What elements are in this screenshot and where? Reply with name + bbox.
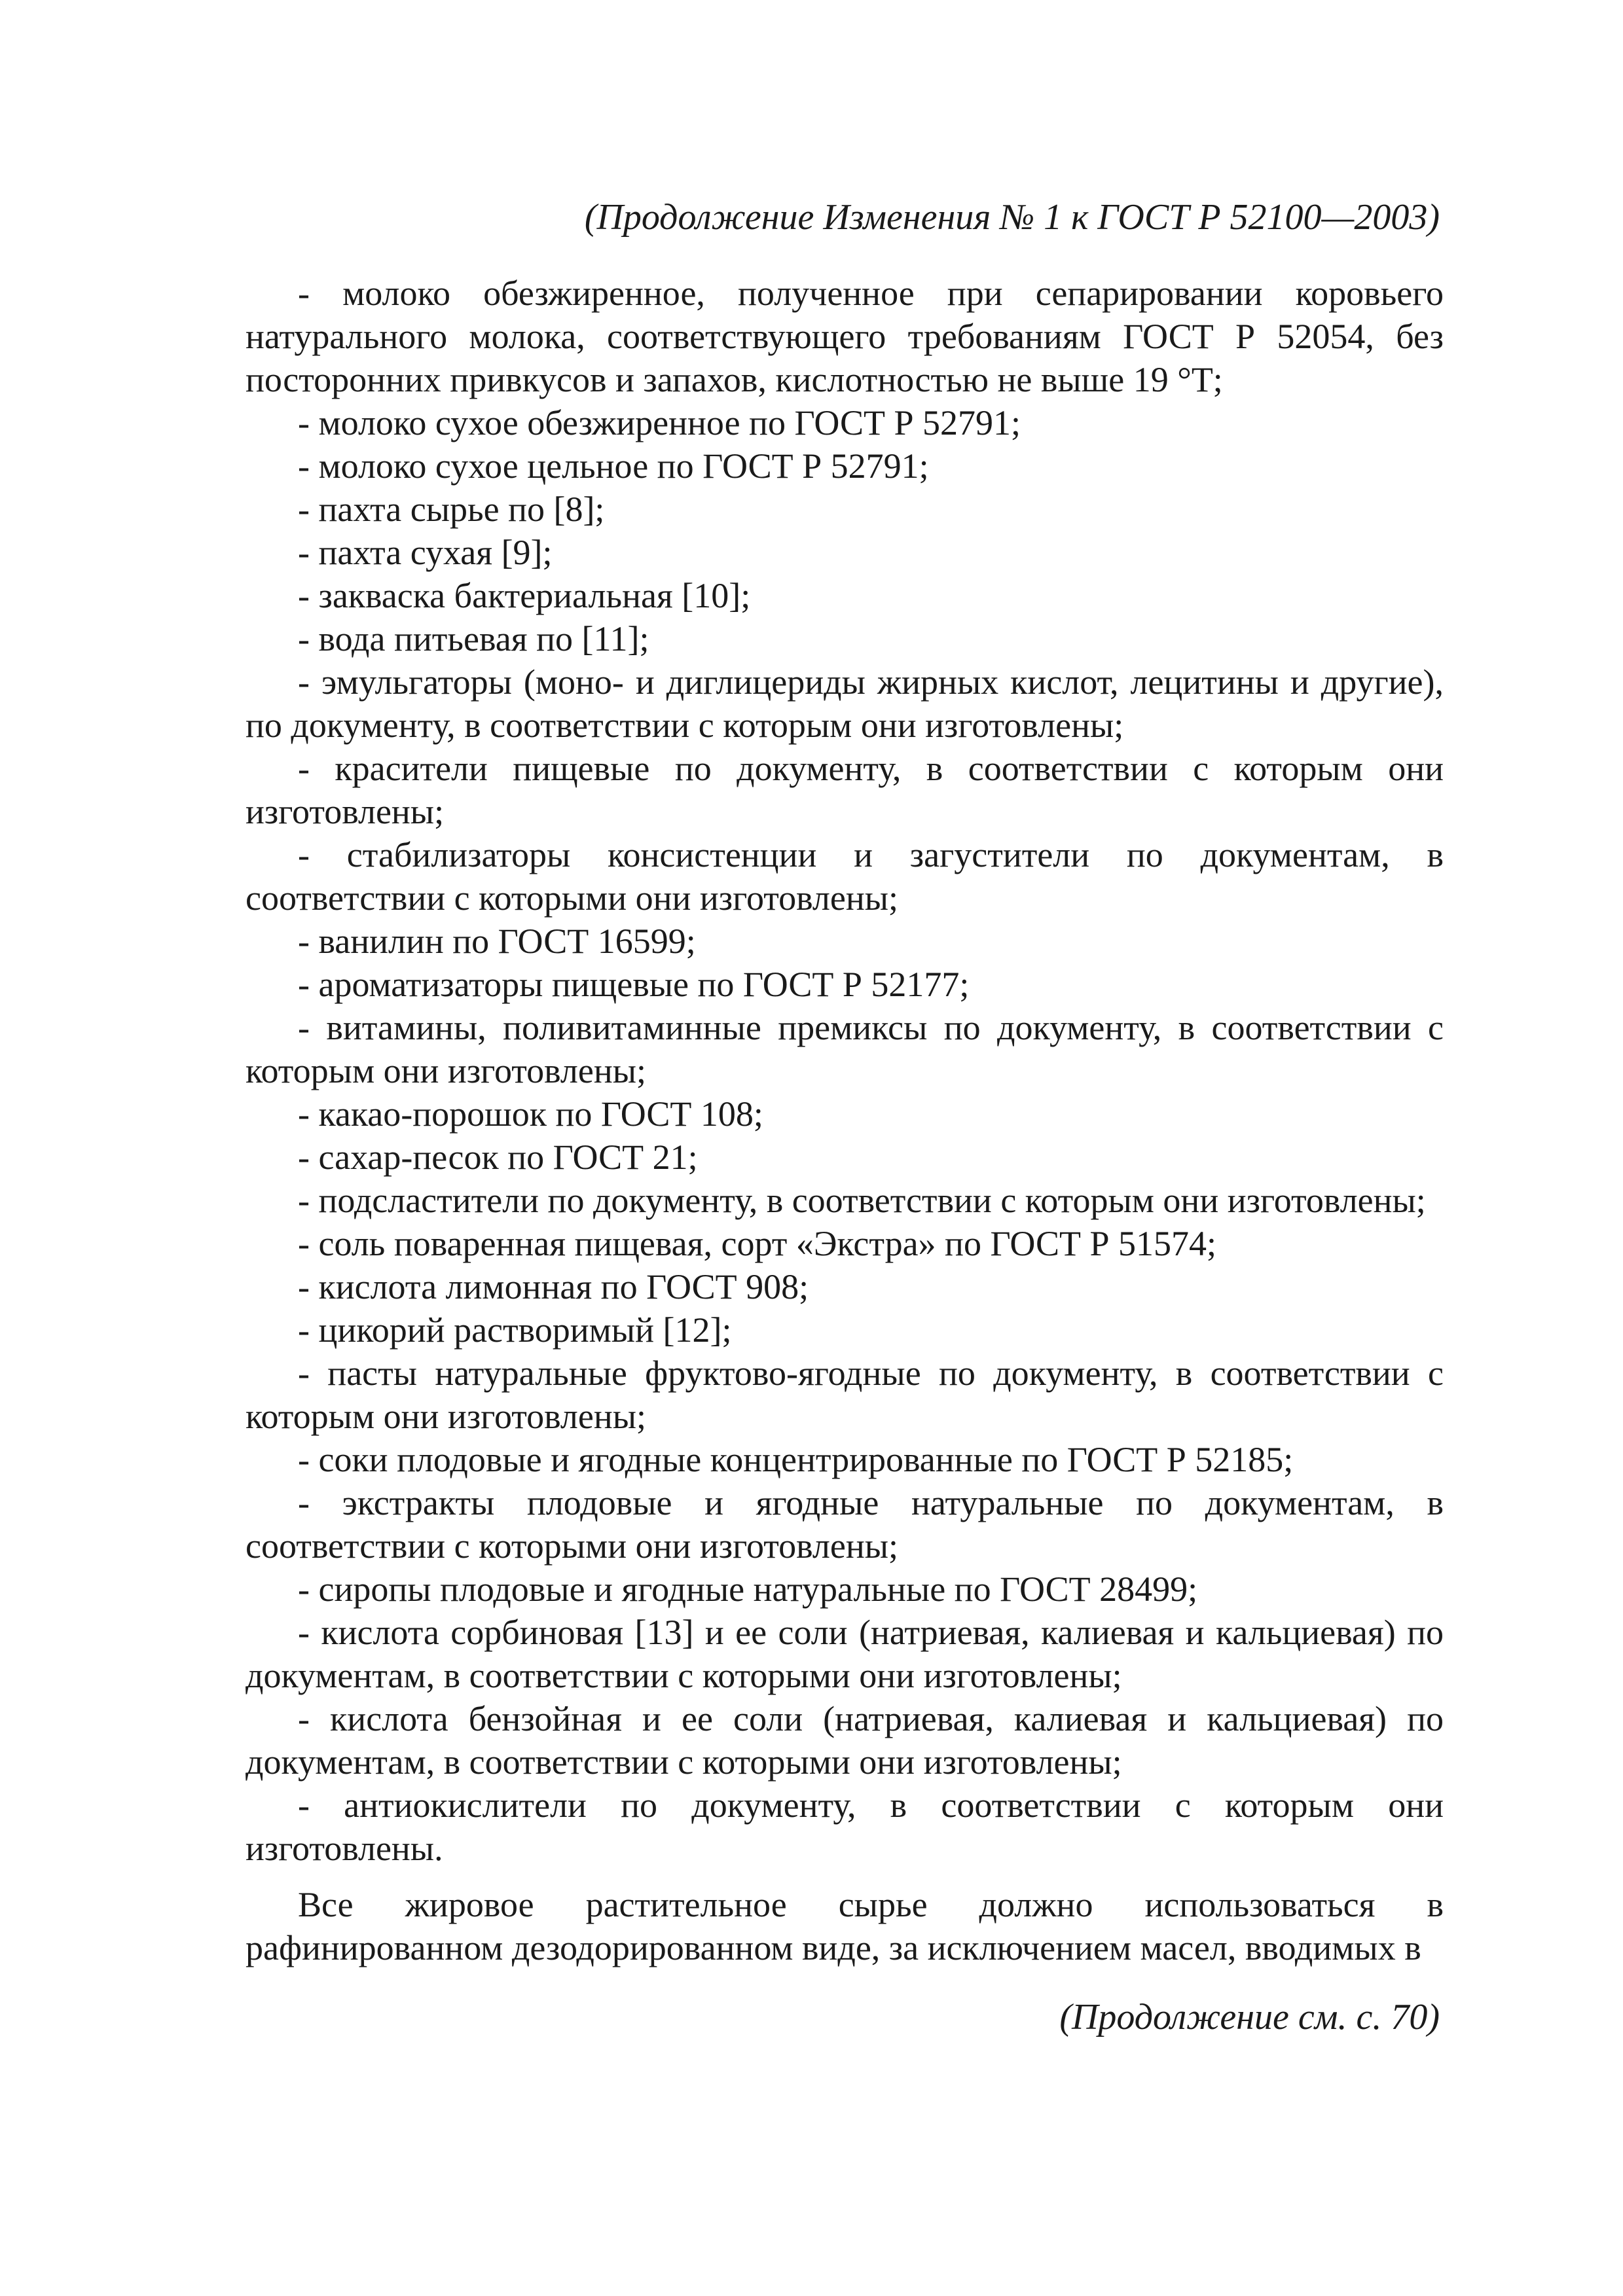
list-item: - кислота лимонная по ГОСТ 908;	[298, 1267, 809, 1306]
list-item: - вода питьевая по [11];	[298, 619, 649, 658]
page-header: (Продолжение Изменения № 1 к ГОСТ Р 52100—2003)	[584, 197, 1440, 238]
list-item: - кислота сорбиновая [13] и ее соли (натриевая, калиевая и кальциевая) по документам, в соответствии с которыми они изготовлены;	[246, 1613, 1444, 1695]
list-item: - подсластители по документу, в соответствии с которым они изготовлены;	[298, 1181, 1426, 1220]
list-item: - пасты натуральные фруктово-ягодные по документу, в соответствии с которым они изготовлены;	[246, 1354, 1444, 1436]
page-footer: (Продолжение см. с. 70)	[1059, 1997, 1440, 2037]
body-paragraph: Все жировое растительное сырье должно использоваться в рафинированном дезодорированном виде, за исключением масел, вводимых в	[246, 1885, 1444, 1967]
list-item: - антиокислители по документу, в соответствии с которым они изготовлены.	[246, 1785, 1444, 1868]
document-body	[246, 272, 1444, 1969]
list-item: - сиропы плодовые и ягодные натуральные по ГОСТ 28499;	[298, 1570, 1198, 1609]
list-item: - пахта сухая [9];	[298, 533, 553, 572]
list-item: - сахар-песок по ГОСТ 21;	[298, 1138, 698, 1177]
list-item: - цикорий растворимый [12];	[298, 1310, 732, 1350]
list-item: - эмульгаторы (моно- и диглицериды жирных кислот, лецитины и другие), по документу, в соответствии с которым они изготовлены;	[246, 662, 1444, 745]
list-item: - пахта сырье по [8];	[298, 490, 605, 529]
list-item: - витамины, поливитаминные премиксы по документу, в соответствии с которым они изготовлены;	[246, 1008, 1444, 1090]
list-item: - молоко сухое обезжиренное по ГОСТ Р 52791;	[298, 403, 1021, 442]
list-item: - молоко обезжиренное, полученное при сепарировании коровьего натурального молока, соответствующего требованиям ГОСТ Р 52054, без посторонних привкусов и запахов, кислотностью не выше 19 °Т;	[246, 274, 1444, 399]
list-item: - молоко сухое цельное по ГОСТ Р 52791;	[298, 446, 929, 486]
list-item: - экстракты плодовые и ягодные натуральные по документам, в соответствии с которыми они изготовлены;	[246, 1483, 1444, 1566]
list-item: - ванилин по ГОСТ 16599;	[298, 922, 696, 961]
list-item: - красители пищевые по документу, в соответствии с которым они изготовлены;	[246, 749, 1444, 831]
list-item: - соль поваренная пищевая, сорт «Экстра» по ГОСТ Р 51574;	[298, 1224, 1217, 1263]
list-item: - соки плодовые и ягодные концентрированные по ГОСТ Р 52185;	[298, 1440, 1294, 1479]
list-item: - какао-порошок по ГОСТ 108;	[298, 1094, 763, 1134]
list-item: - ароматизаторы пищевые по ГОСТ Р 52177;	[298, 965, 970, 1004]
list-item: - кислота бензойная и ее соли (натриевая, калиевая и кальциевая) по документам, в соответствии с которыми они изготовлены;	[246, 1699, 1444, 1782]
list-item: - закваска бактериальная [10];	[298, 576, 751, 615]
list-item: - стабилизаторы консистенции и загустители по документам, в соответствии с которыми они изготовлены;	[246, 835, 1444, 918]
